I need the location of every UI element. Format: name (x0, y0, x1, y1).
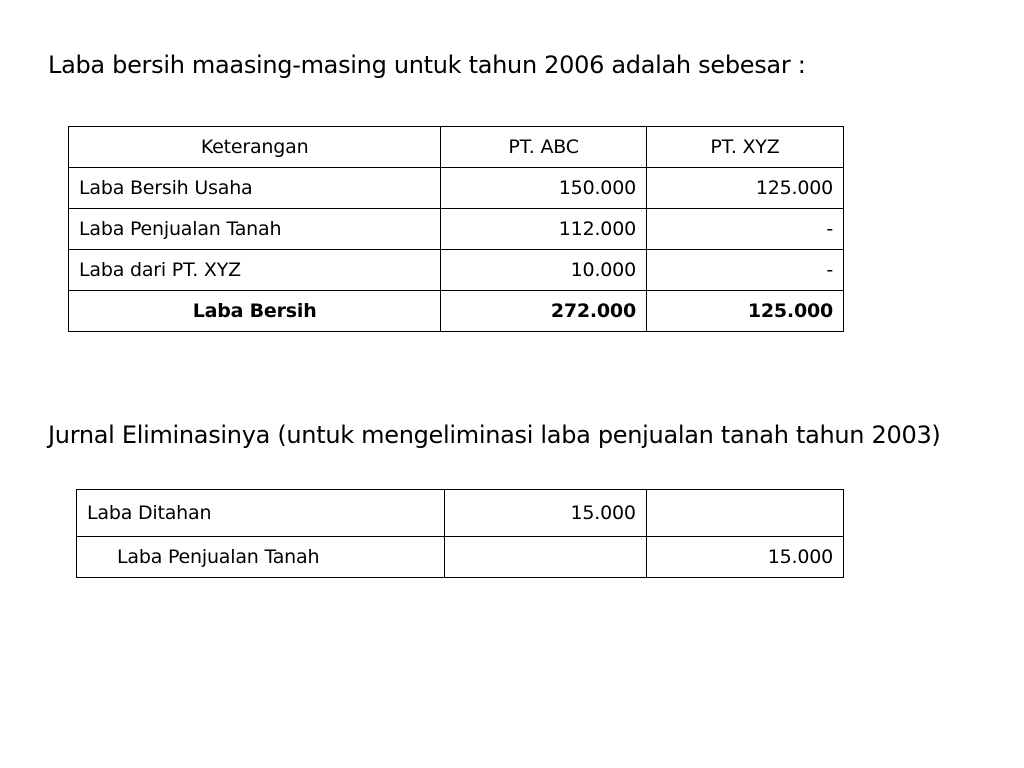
row-value-abc: 150.000 (441, 168, 647, 209)
journal-account: Laba Penjualan Tanah (77, 537, 445, 578)
jurnal-eliminasi-table (76, 489, 844, 578)
header-keterangan: Keterangan (69, 127, 441, 168)
row-value-xyz: - (646, 250, 843, 291)
row-value-abc: 112.000 (441, 209, 647, 250)
heading-laba-bersih: Laba bersih maasing-masing untuk tahun 2006 adalah sebesar : (48, 51, 806, 79)
laba-bersih-table (68, 126, 844, 332)
row-label: Laba dari PT. XYZ (69, 250, 441, 291)
table-row (69, 250, 844, 291)
row-value-xyz: - (646, 209, 843, 250)
journal-debit: 15.000 (445, 490, 647, 537)
total-row (69, 291, 844, 332)
row-label: Laba Penjualan Tanah (69, 209, 441, 250)
journal-credit: 15.000 (646, 537, 843, 578)
table-row (69, 168, 844, 209)
header-pt-abc: PT. ABC (441, 127, 647, 168)
table-header-row (69, 127, 844, 168)
total-value-xyz: 125.000 (646, 291, 843, 332)
journal-row (77, 490, 844, 537)
table-row (69, 209, 844, 250)
journal-row (77, 537, 844, 578)
heading-jurnal-eliminasi: Jurnal Eliminasinya (untuk mengeliminasi laba penjualan tanah tahun 2003) (48, 421, 941, 449)
row-value-abc: 10.000 (441, 250, 647, 291)
journal-account: Laba Ditahan (77, 490, 445, 537)
row-value-xyz: 125.000 (646, 168, 843, 209)
total-label: Laba Bersih (69, 291, 441, 332)
journal-debit (445, 537, 647, 578)
row-label: Laba Bersih Usaha (69, 168, 441, 209)
header-pt-xyz: PT. XYZ (646, 127, 843, 168)
total-value-abc: 272.000 (441, 291, 647, 332)
journal-credit (646, 490, 843, 537)
